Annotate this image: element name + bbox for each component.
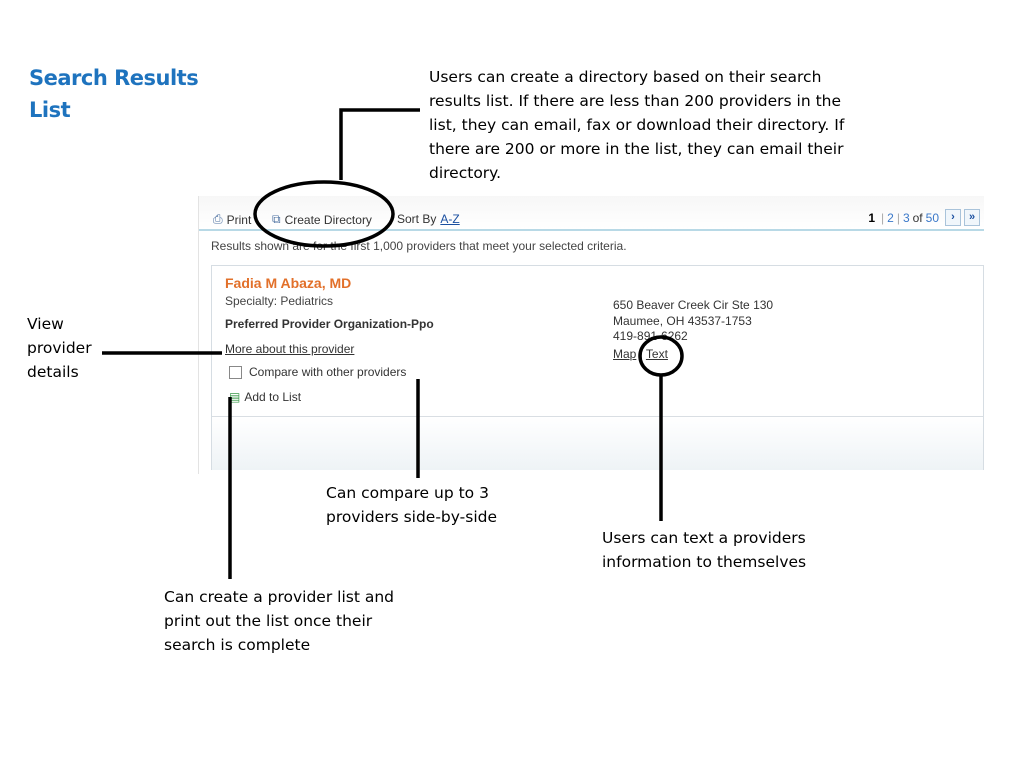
page-of-label: of xyxy=(912,210,923,225)
address-line-2: Maumee, OH 43537-1753 xyxy=(613,313,752,328)
text-link[interactable]: Text xyxy=(645,347,668,361)
provider-phone: 419-891-6262 xyxy=(613,329,688,343)
create-directory-label: Create Directory xyxy=(284,212,372,227)
sort-a-z-link[interactable]: A-Z xyxy=(440,212,460,226)
annotation-create-directory: Users can create a directory based on their search results list. If there are less than 200 providers in the list, they can email, fax or download their directory. If there are 200 or more in the list, they can email their directory. xyxy=(429,68,845,182)
more-about-provider-link[interactable]: More about this provider xyxy=(225,342,355,356)
results-note: Results shown are for the first 1,000 providers that meet your selected criteria. xyxy=(211,239,627,253)
annotation-view-provider-details: View provider details xyxy=(27,315,92,381)
map-link[interactable]: Map xyxy=(613,347,637,361)
callout-line-directory xyxy=(341,110,420,180)
printer-icon: ⎙ xyxy=(213,212,223,226)
copy-icon: ⧉ xyxy=(272,212,281,226)
page-3-link[interactable]: 3 xyxy=(902,210,910,225)
add-to-list-label: Add to List xyxy=(244,390,302,404)
page-2-link[interactable]: 2 xyxy=(887,210,894,225)
slide-title: Search Results List xyxy=(29,66,199,122)
add-to-list-icon: ▤ xyxy=(229,390,241,404)
total-pages-link[interactable]: 50 xyxy=(925,210,939,225)
callout-ellipse-directory xyxy=(255,182,393,246)
provider-specialty: Specialty: Pediatrics xyxy=(225,294,334,308)
callout-circle-text xyxy=(640,337,682,375)
page-separator: | xyxy=(881,210,885,225)
provider-name[interactable]: Fadia M Abaza, MD xyxy=(225,275,352,291)
annotation-compare: Can compare up to 3 providers side-by-side xyxy=(326,484,498,526)
last-page-button[interactable]: » xyxy=(964,209,980,226)
annotation-text-provider: Users can text a providers information to themselves xyxy=(602,529,807,571)
provider-network: Preferred Provider Organization-Ppo xyxy=(225,317,434,331)
address-line-1: 650 Beaver Creek Cir Ste 130 xyxy=(613,298,774,312)
annotation-provider-list: Can create a provider list and print out the list once their search is complete xyxy=(164,588,394,654)
print-label: Print xyxy=(226,212,252,227)
compare-label: Compare with other providers xyxy=(249,365,407,379)
link-separator: | xyxy=(636,347,646,361)
sort-by-label: Sort By xyxy=(397,212,437,226)
current-page: 1 xyxy=(868,210,875,225)
next-page-button[interactable]: › xyxy=(945,209,961,226)
page-separator: | xyxy=(896,210,900,225)
